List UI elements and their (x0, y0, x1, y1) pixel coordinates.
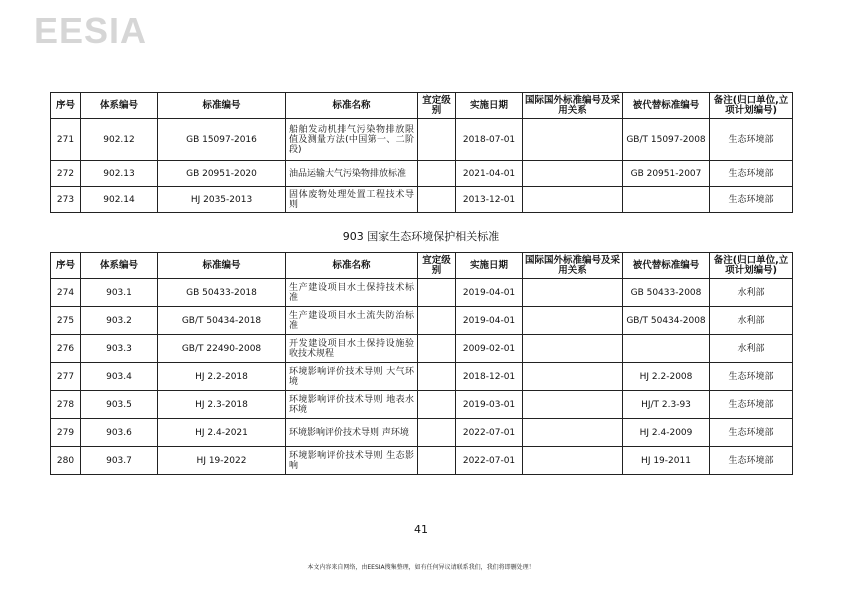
cell-code: HJ 2.3-2018 (158, 391, 286, 419)
header-level: 宜定级别 (418, 93, 456, 119)
cell-code: GB 20951-2020 (158, 161, 286, 187)
cell-level (418, 187, 456, 213)
cell-sys: 902.14 (81, 187, 158, 213)
header-name: 标准名称 (286, 93, 418, 119)
cell-sys: 903.5 (81, 391, 158, 419)
cell-intl (523, 419, 623, 447)
header-sys: 体系编号 (81, 93, 158, 119)
cell-level (418, 161, 456, 187)
cell-seq: 278 (51, 391, 81, 419)
header-level: 宜定级别 (418, 253, 456, 279)
header-replaced: 被代替标准编号 (623, 253, 710, 279)
cell-date: 2022-07-01 (456, 419, 523, 447)
cell-date: 2009-02-01 (456, 335, 523, 363)
cell-code: GB 50433-2018 (158, 279, 286, 307)
table-header-row (51, 253, 793, 279)
cell-seq: 277 (51, 363, 81, 391)
cell-replaced: HJ/T 2.3-93 (623, 391, 710, 419)
cell-sys: 902.13 (81, 161, 158, 187)
cell-level (418, 279, 456, 307)
header-sys: 体系编号 (81, 253, 158, 279)
cell-sys: 902.12 (81, 119, 158, 161)
cell-replaced (623, 187, 710, 213)
cell-intl (523, 391, 623, 419)
cell-seq: 280 (51, 447, 81, 475)
cell-note: 水利部 (710, 335, 793, 363)
cell-date: 2019-04-01 (456, 279, 523, 307)
cell-name: 开发建设项目水土保持设施验收技术规程 (286, 335, 418, 363)
cell-intl (523, 307, 623, 335)
cell-name: 船舶发动机排气污染物排放限值及测量方法(中国第一、二阶段) (286, 119, 418, 161)
cell-note: 水利部 (710, 279, 793, 307)
cell-intl (523, 161, 623, 187)
cell-note: 水利部 (710, 307, 793, 335)
cell-code: GB/T 22490-2008 (158, 335, 286, 363)
cell-name: 生产建设项目水土流失防治标准 (286, 307, 418, 335)
cell-code: HJ 2.4-2021 (158, 419, 286, 447)
cell-note: 生态环境部 (710, 391, 793, 419)
cell-seq: 271 (51, 119, 81, 161)
cell-seq: 275 (51, 307, 81, 335)
cell-name: 环境影响评价技术导则 生态影响 (286, 447, 418, 475)
table-body (51, 119, 793, 213)
standards-table-902 (50, 92, 793, 213)
table-row (51, 279, 793, 307)
cell-seq: 279 (51, 419, 81, 447)
cell-date: 2022-07-01 (456, 447, 523, 475)
header-seq: 序号 (51, 253, 81, 279)
cell-note: 生态环境部 (710, 447, 793, 475)
table-body (51, 279, 793, 475)
header-seq: 序号 (51, 93, 81, 119)
table-row (51, 391, 793, 419)
cell-level (418, 363, 456, 391)
cell-note: 生态环境部 (710, 419, 793, 447)
cell-code: GB/T 50434-2018 (158, 307, 286, 335)
cell-sys: 903.7 (81, 447, 158, 475)
table-row (51, 187, 793, 213)
cell-note: 生态环境部 (710, 187, 793, 213)
table-row (51, 363, 793, 391)
cell-level (418, 335, 456, 363)
table-row (51, 419, 793, 447)
table-row (51, 335, 793, 363)
cell-replaced (623, 335, 710, 363)
cell-replaced: HJ 19-2011 (623, 447, 710, 475)
cell-intl (523, 187, 623, 213)
table-row (51, 307, 793, 335)
cell-replaced: HJ 2.4-2009 (623, 419, 710, 447)
cell-date: 2018-07-01 (456, 119, 523, 161)
cell-seq: 272 (51, 161, 81, 187)
cell-intl (523, 119, 623, 161)
cell-sys: 903.2 (81, 307, 158, 335)
header-name: 标准名称 (286, 253, 418, 279)
cell-intl (523, 363, 623, 391)
header-replaced: 被代替标准编号 (623, 93, 710, 119)
cell-sys: 903.6 (81, 419, 158, 447)
cell-name: 固体废物处理处置工程技术导则 (286, 187, 418, 213)
cell-code: HJ 19-2022 (158, 447, 286, 475)
cell-sys: 903.4 (81, 363, 158, 391)
header-code: 标准编号 (158, 93, 286, 119)
header-date: 实施日期 (456, 93, 523, 119)
table-header-row (51, 93, 793, 119)
table-row (51, 161, 793, 187)
header-intl: 国际国外标准编号及采用关系 (523, 253, 623, 279)
header-note: 备注(归口单位,立项计划编号) (710, 93, 793, 119)
cell-name: 油品运输大气污染物排放标准 (286, 161, 418, 187)
cell-level (418, 119, 456, 161)
cell-intl (523, 335, 623, 363)
cell-note: 生态环境部 (710, 119, 793, 161)
cell-replaced: GB/T 50434-2008 (623, 307, 710, 335)
cell-replaced: HJ 2.2-2008 (623, 363, 710, 391)
cell-replaced: GB 50433-2008 (623, 279, 710, 307)
standards-table-903 (50, 252, 793, 475)
cell-level (418, 419, 456, 447)
table-row (51, 119, 793, 161)
cell-date: 2019-04-01 (456, 307, 523, 335)
cell-level (418, 447, 456, 475)
cell-sys: 903.3 (81, 335, 158, 363)
cell-code: GB 15097-2016 (158, 119, 286, 161)
cell-intl (523, 279, 623, 307)
header-date: 实施日期 (456, 253, 523, 279)
cell-name: 环境影响评价技术导则 大气环境 (286, 363, 418, 391)
section-title: 903 国家生态环境保护相关标准 (342, 230, 500, 243)
cell-date: 2013-12-01 (456, 187, 523, 213)
cell-date: 2019-03-01 (456, 391, 523, 419)
cell-name: 环境影响评价技术导则 声环境 (286, 419, 418, 447)
header-code: 标准编号 (158, 253, 286, 279)
cell-code: HJ 2.2-2018 (158, 363, 286, 391)
footer-note: 本文内容来自网络，由EESIA搜集整理，如有任何异议请联系我们，我们将即删处理！ (307, 564, 535, 571)
eesia-logo: EESIA (34, 10, 148, 51)
cell-seq: 274 (51, 279, 81, 307)
cell-level (418, 391, 456, 419)
cell-date: 2018-12-01 (456, 363, 523, 391)
cell-replaced: GB/T 15097-2008 (623, 119, 710, 161)
header-intl: 国际国外标准编号及采用关系 (523, 93, 623, 119)
cell-seq: 273 (51, 187, 81, 213)
cell-code: HJ 2035-2013 (158, 187, 286, 213)
cell-replaced: GB 20951-2007 (623, 161, 710, 187)
cell-date: 2021-04-01 (456, 161, 523, 187)
header-note: 备注(归口单位,立项计划编号) (710, 253, 793, 279)
cell-name: 生产建设项目水土保持技术标准 (286, 279, 418, 307)
cell-sys: 903.1 (81, 279, 158, 307)
cell-intl (523, 447, 623, 475)
cell-note: 生态环境部 (710, 363, 793, 391)
cell-level (418, 307, 456, 335)
cell-name: 环境影响评价技术导则 地表水环境 (286, 391, 418, 419)
cell-note: 生态环境部 (710, 161, 793, 187)
table-row (51, 447, 793, 475)
cell-seq: 276 (51, 335, 81, 363)
page-number: 41 (414, 523, 428, 536)
